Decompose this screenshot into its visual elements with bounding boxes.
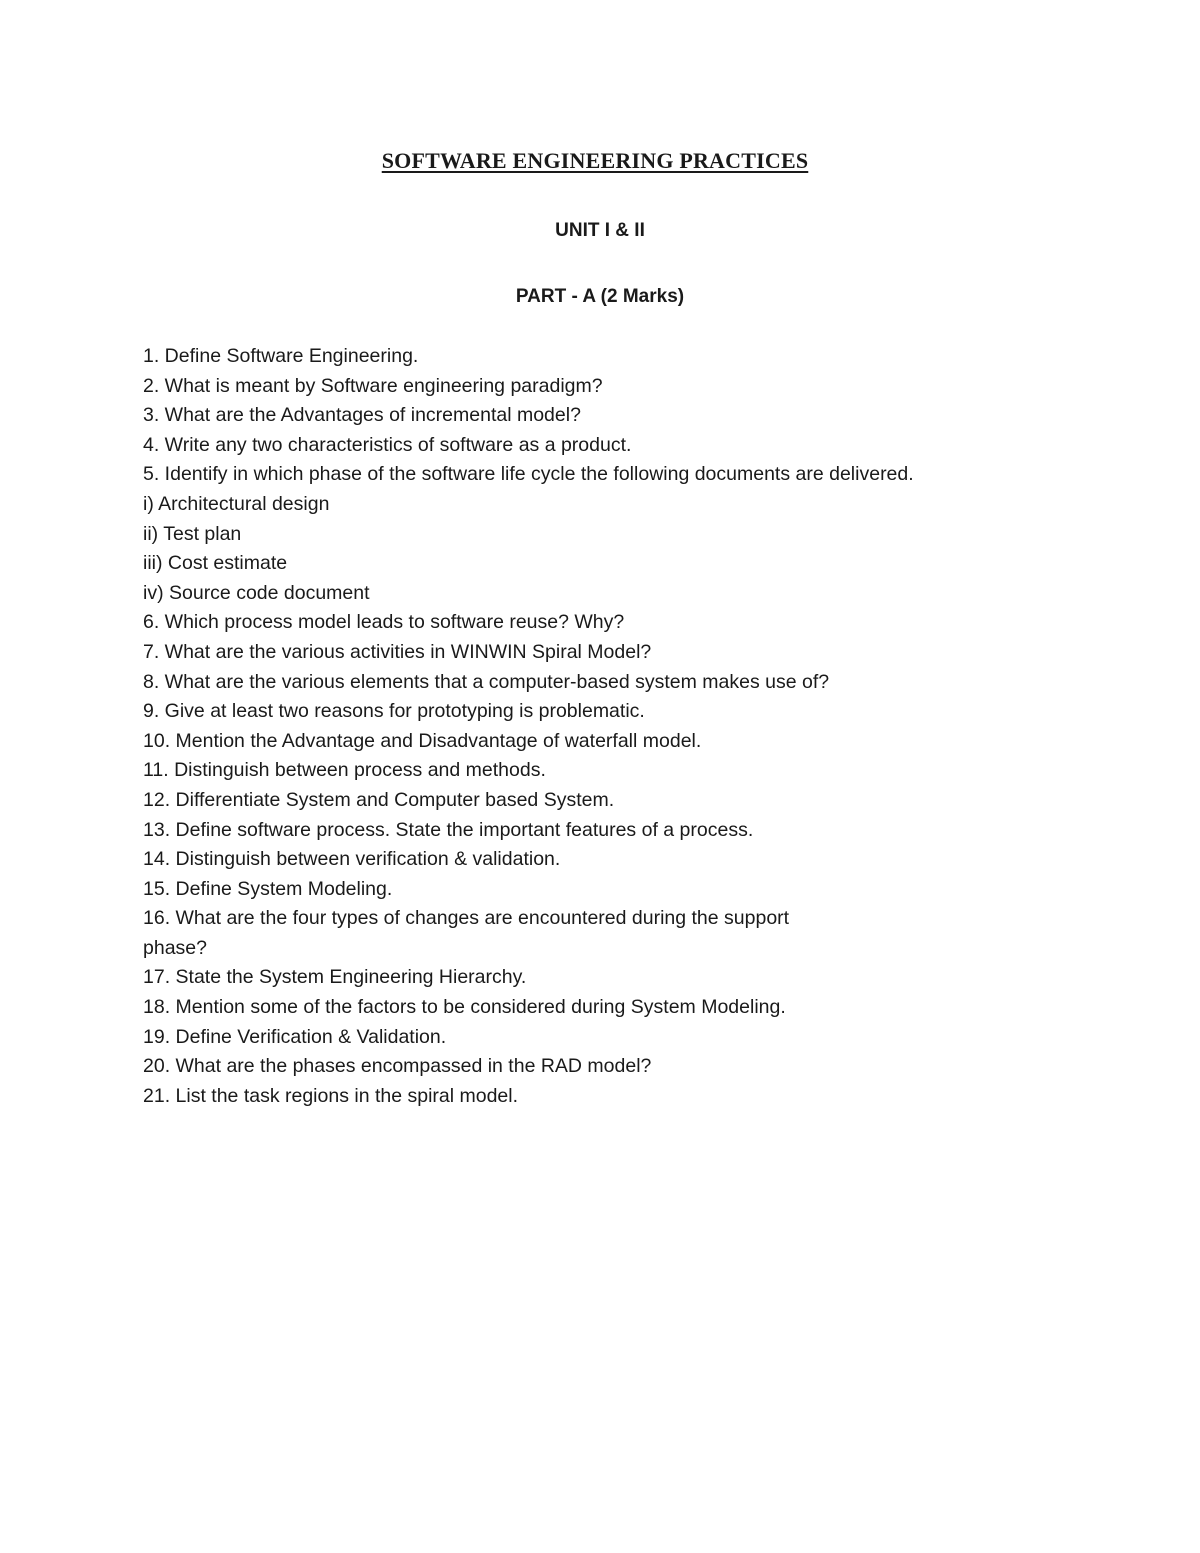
question-item: 20. What are the phases encompassed in the RAD model?	[143, 1055, 652, 1078]
question-item: 11. Distinguish between process and methods.	[143, 759, 546, 782]
question-item: 2. What is meant by Software engineering paradigm?	[143, 374, 603, 397]
question-item: 13. Define software process. State the important features of a process.	[143, 818, 754, 841]
question-list	[143, 342, 1023, 1111]
question-item: 6. Which process model leads to software reuse? Why?	[143, 611, 625, 634]
question-item: 17. State the System Engineering Hierarchy.	[143, 966, 527, 989]
question-item: 5. Identify in which phase of the software life cycle the following documents are delivered.	[143, 463, 914, 486]
document-title: SOFTWARE ENGINEERING PRACTICES	[381, 148, 809, 173]
sub-item: ii) Test plan	[143, 522, 242, 545]
question-item: 8. What are the various elements that a computer-based system makes use of?	[143, 670, 830, 693]
question-item: 21. List the task regions in the spiral model.	[143, 1084, 519, 1107]
question-item: 4. Write any two characteristics of software as a product.	[143, 433, 632, 456]
question-item: 14. Distinguish between verification & validation.	[143, 848, 561, 871]
question-item: 9. Give at least two reasons for prototyping is problematic.	[143, 700, 645, 723]
question-item: 1. Define Software Engineering.	[143, 345, 419, 367]
unit-heading: UNIT I & II	[555, 220, 645, 241]
question-item: 12. Differentiate System and Computer based System.	[143, 788, 615, 811]
part-heading: PART - A (2 Marks)	[515, 286, 685, 307]
sub-item: i) Architectural design	[143, 492, 330, 515]
question-item: 16. What are the four types of changes are encountered during the support phase?	[143, 907, 790, 959]
sub-item: iii) Cost estimate	[143, 552, 288, 575]
question-item: 7. What are the various activities in WINWIN Spiral Model?	[143, 640, 652, 663]
question-item: 10. Mention the Advantage and Disadvantage of waterfall model.	[143, 729, 702, 752]
question-item: 15. Define System Modeling.	[143, 877, 393, 900]
sub-item: iv) Source code document	[143, 581, 370, 604]
question-item: 19. Define Verification & Validation.	[143, 1025, 447, 1048]
question-item: 18. Mention some of the factors to be considered during System Modeling.	[143, 996, 786, 1019]
question-item: 3. What are the Advantages of incremental model?	[143, 404, 581, 427]
